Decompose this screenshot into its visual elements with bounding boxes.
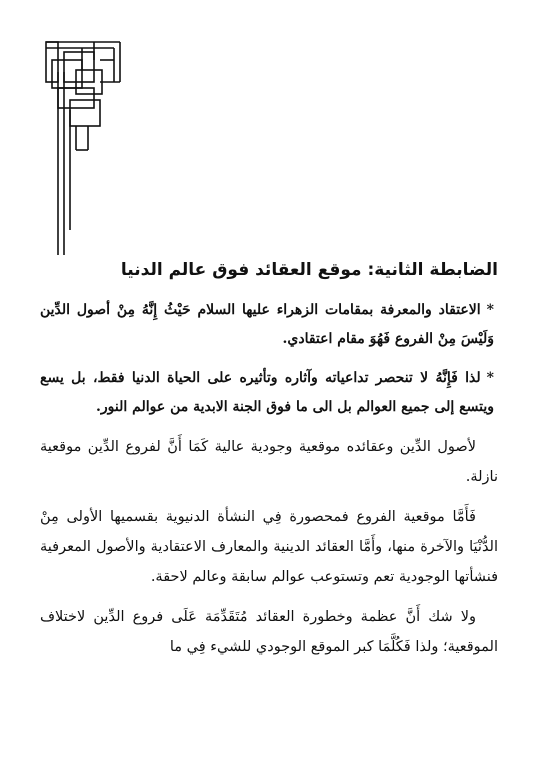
paragraph-2: فَأَمَّا موقعية الفروع فمحصورة فِي النشأة الدنيوية بقسميها الأولى مِنْ الدُّنْيَا والآخرة منها، وأَمَّا العقائد الدينية والمعارف الاعتقادية والأصول المعرفية فنشأتها الوجودية تعم وتستوعب عوالم سابقة وعالم لاحقة. [40,509,498,585]
section-heading: الضابطة الثانية: موقع العقائد فوق عالم الدنيا [120,260,498,280]
bullet-text: لذا فَإِنَّهُ لا تنحصر تداعياته وآثاره وتأثيره على الحياة الدنيا فقط، بل يسع ويتسع إلى جميع العوالم بل الى ما فوق الجنة الابدية من عوالم النور. [40,370,494,415]
asterisk-marker: * [486,370,494,386]
asterisk-marker: * [486,302,494,318]
bullet-text: الاعتقاد والمعرفة بمقامات الزهراء عليها السلام حَيْثُ إِنَّهُ مِنْ أصول الدِّين وَلَيْسَ مِنْ الفروع فَهُوَ مقام اعتقادي. [40,302,494,347]
decorative-frame-ornament [0,0,538,260]
page-content [40,258,498,672]
bullet-point-2 [40,364,498,422]
bullet-point-1 [40,296,498,354]
paragraph-3: ولا شك أَنَّ عظمة وخطورة العقائد مُتَقَدِّمَة عَلَى فروع الدِّين لاختلاف الموقعية؛ ولذا فَكُلَّمَا كبر الموقع الوجودي للشيء فِي ما [40,609,498,655]
paragraph-1: لأصول الدِّين وعقائده موقعية وجودية عالية كَمَا أَنَّ لفروع الدِّين موقعية نازلة. [40,439,498,485]
